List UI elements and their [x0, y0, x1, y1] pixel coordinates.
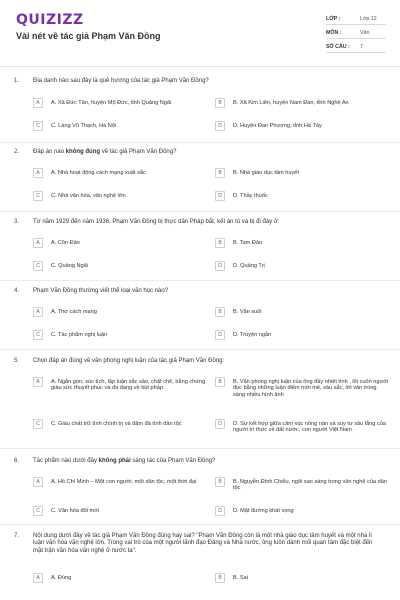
question-number: 4. — [14, 288, 20, 294]
option-letter-box: C — [33, 261, 43, 271]
answer-option-d[interactable] — [215, 121, 385, 131]
answer-option-c[interactable] — [33, 419, 208, 429]
meta-value: Lớp 12 — [360, 16, 377, 22]
question-divider — [0, 142, 400, 143]
option-text: A. Thơ cách mạng — [51, 309, 97, 315]
option-letter-box: D — [215, 330, 225, 340]
option-letter-box: A — [33, 307, 43, 317]
option-text: A. Hồ Chí Minh – Một con người, một dân tộc, một thời đại — [51, 479, 197, 485]
question-text: Từ năm 1929 đến năm 1936, Phạm Văn Đồng bị thực dân Pháp bắt, kết án tù và bị đi đày ở: — [33, 219, 280, 225]
option-text: D. Sự kết hợp giữa cảm xúc nồng nàn và suy tư sâu lắng của người trí thức về đất nước, con người Việt Nam — [233, 421, 386, 434]
question-divider — [0, 211, 400, 212]
answer-option-c[interactable] — [33, 330, 193, 340]
option-text: C. Làng Vũ Thạch, Hà Nội — [51, 123, 117, 129]
question-number: 3. — [14, 219, 20, 225]
question-number: 1. — [14, 78, 20, 84]
question-divider — [0, 349, 400, 350]
meta-label: LỚP : — [326, 16, 341, 22]
meta-row-question-count — [326, 39, 386, 53]
option-letter-box: B — [215, 307, 225, 317]
option-text: D. Truyện ngắn — [233, 332, 272, 338]
option-text: A. Đúng — [51, 575, 72, 581]
option-letter-box: A — [33, 98, 43, 108]
option-letter-box: D — [215, 506, 225, 516]
answer-option-c[interactable] — [33, 506, 203, 516]
answer-option-a[interactable] — [33, 168, 193, 178]
option-text: B. Xã Kim Liên, huyện Nam Đàn, tỉnh Nghệ An — [233, 100, 349, 106]
question-text: Đáp án nào không đúng về tác giả Phạm Văn Đồng? — [33, 149, 177, 155]
answer-option-a[interactable] — [33, 98, 193, 108]
option-letter-box: B — [215, 573, 225, 583]
option-text: C. Tác phẩm nghị luận — [51, 332, 108, 338]
answer-option-c[interactable] — [33, 191, 193, 201]
option-text: C. Giàu chất trữ tình chính trị và đậm đà tình dân tộc — [51, 421, 182, 427]
option-letter-box: D — [215, 191, 225, 201]
option-letter-box: A — [33, 477, 43, 487]
answer-option-a[interactable] — [33, 307, 193, 317]
meta-row-subject — [326, 25, 386, 39]
option-text: D. Quảng Trị — [233, 263, 265, 269]
option-text: B. Sai — [233, 575, 248, 581]
meta-value: Văn — [360, 30, 370, 36]
option-letter-box: B — [215, 98, 225, 108]
option-letter-box: D — [215, 121, 225, 131]
answer-option-b[interactable] — [215, 238, 385, 248]
header-divider — [0, 66, 400, 67]
answer-option-d[interactable] — [215, 506, 390, 516]
option-text: C. Văn hóa đổi mới — [51, 508, 100, 514]
answer-option-d[interactable] — [215, 191, 385, 201]
answer-option-b[interactable] — [215, 98, 385, 108]
option-letter-box: B — [215, 477, 225, 487]
question-number: 6. — [14, 458, 20, 464]
option-text: A. Xã Đức Tân, huyện Mộ Đức, tỉnh Quảng Ngãi — [51, 100, 172, 106]
option-letter-box: C — [33, 419, 43, 429]
option-letter-box: A — [33, 573, 43, 583]
option-text: B. Tam Đảo — [233, 240, 263, 246]
option-letter-box: A — [33, 238, 43, 248]
worksheet-title: Vài nét về tác giả Phạm Văn Đồng — [16, 31, 161, 41]
option-letter-box: D — [215, 419, 225, 429]
answer-option-b[interactable] — [215, 573, 385, 583]
question-number: 5. — [14, 358, 20, 364]
question-number: 7. — [14, 533, 20, 539]
question-divider — [0, 524, 400, 525]
option-text: A. Nhà hoạt động cách mạng xuất sắc — [51, 170, 146, 176]
question-text: Tác phẩm nào dưới đây không phải sáng tác của Phạm Văn Đồng? — [33, 458, 216, 464]
answer-option-b[interactable] — [215, 307, 385, 317]
question-text: Nội dung dưới đây về tác giả Phạm Văn Đồng đúng hay sai? "Phạm Văn Đồng còn là một nhà giáo dục tâm huyết và một nhà lí luận văn hóa văn nghệ lớn. Trong vai trò của một người lãnh đạo Đảng và Nhà nước, ông luôn dành mối quan tâm đặc biệt đến mặt trận văn hóa văn nghệ ở nước ta". — [33, 533, 373, 554]
question-text: Phạm Văn Đồng thường viết thể loại văn học nào? — [33, 288, 169, 294]
answer-option-c[interactable] — [33, 121, 193, 131]
question-number: 2. — [14, 149, 20, 155]
option-letter-box: A — [33, 168, 43, 178]
option-letter-box: B — [215, 238, 225, 248]
option-text: B. Văn xuôi — [233, 309, 262, 315]
option-letter-box: B — [215, 377, 225, 387]
question-text: Chọn đáp án đúng về văn phong nghị luận của tác giả Phạm Văn Đồng: — [33, 358, 225, 364]
option-letter-box: B — [215, 168, 225, 178]
answer-option-d[interactable] — [215, 261, 385, 271]
option-letter-box: C — [33, 330, 43, 340]
answer-option-a[interactable] — [33, 477, 203, 487]
answer-option-c[interactable] — [33, 261, 193, 271]
answer-option-b[interactable] — [215, 377, 390, 398]
answer-option-a[interactable] — [33, 573, 193, 583]
option-text: B. Nguyễn Đình Chiểu, ngôi sao sáng trong văn nghệ của dân tộc — [233, 479, 387, 492]
option-text: D. Huyện Đan Phượng, tỉnh Hà Tây — [233, 123, 322, 129]
option-letter-box: A — [33, 377, 43, 387]
option-text: D. Thầy thuốc — [233, 193, 268, 199]
option-text: C. Quảng Ngãi — [51, 263, 89, 269]
option-text: C. Nhà văn hóa, văn nghệ lớn — [51, 193, 126, 199]
meta-row-grade — [326, 11, 386, 25]
worksheet-header — [0, 0, 400, 66]
answer-option-a[interactable] — [33, 238, 193, 248]
answer-option-d[interactable] — [215, 419, 390, 434]
option-letter-box: C — [33, 191, 43, 201]
question-text: Địa danh nào sau đây là quê hương của tác giả Phạm Văn Đồng? — [33, 78, 209, 84]
answer-option-b[interactable] — [215, 168, 385, 178]
meta-label: MÔN : — [326, 30, 342, 36]
question-divider — [0, 280, 400, 281]
answer-option-b[interactable] — [215, 477, 390, 492]
option-text: B. Nhà giáo dục tâm huyết — [233, 170, 299, 176]
option-letter-box: C — [33, 121, 43, 131]
option-letter-box: D — [215, 261, 225, 271]
answer-option-d[interactable] — [215, 330, 385, 340]
option-text: D. Mặt đường khát vọng — [233, 508, 294, 514]
meta-label: SỐ CÂU : — [326, 44, 350, 50]
meta-value: 7 — [360, 44, 363, 50]
answer-option-a[interactable] — [33, 377, 208, 392]
option-text: A. Ngắn gọn, súc tích, lập luận sắc sảo, chặt chẽ, bằng chứng giàu sức thuyết phục và đa dạng về bút pháp. — [51, 379, 206, 392]
option-text: B. Văn phong nghị luận của ông đầy nhiệt tình , lôi cuốn người đọc bằng những luận điểm mới mẻ, sâu sắc, lời văn trong sáng nhiều hình ảnh — [233, 379, 389, 398]
option-text: A. Côn Đảo — [51, 240, 80, 246]
quizizz-logo: QUIZIZZ — [16, 12, 84, 28]
option-letter-box: C — [33, 506, 43, 516]
question-divider — [0, 448, 400, 449]
worksheet-meta — [326, 11, 386, 53]
